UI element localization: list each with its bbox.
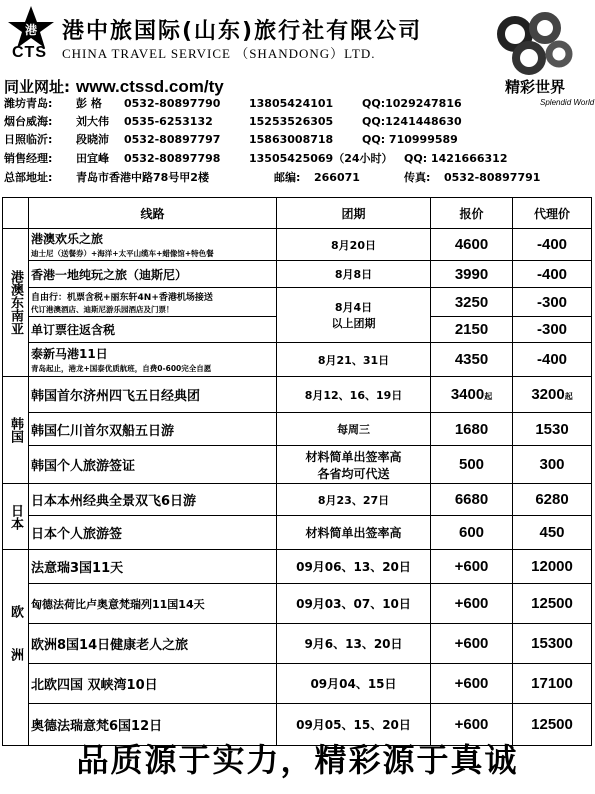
period-cell: 每周三 bbox=[277, 413, 431, 446]
contact-phone: 0532-80897798 bbox=[124, 152, 221, 165]
company-name-en: CHINA TRAVEL SERVICE （SHANDONG）LTD. bbox=[62, 46, 376, 61]
brand-name-en: Splendid World bbox=[540, 98, 595, 107]
contact-mobile: 13805424101 bbox=[249, 97, 334, 110]
price-cell: 4600 bbox=[431, 229, 513, 261]
contact-city: 潍坊青岛: bbox=[4, 97, 53, 110]
route-cell bbox=[29, 229, 277, 261]
website-label: 同业网址: bbox=[4, 78, 70, 96]
period-line: 8月4日 bbox=[334, 301, 373, 314]
period-cell: 09月04、15日 bbox=[277, 664, 431, 704]
contact-name: 彭 格 bbox=[76, 97, 102, 110]
logo-cts-text: CTS bbox=[12, 44, 47, 61]
contact-name: 刘大伟 bbox=[76, 115, 109, 128]
route-cell: 北欧四国 双峡湾10日 bbox=[29, 664, 277, 704]
table-row bbox=[3, 584, 592, 624]
table-row bbox=[3, 516, 592, 550]
region-cell: 欧洲 bbox=[3, 550, 29, 746]
route-cell: 匈德法荷比卢奥意梵瑞列11国14天 bbox=[29, 584, 277, 624]
brand-name-cn: 精彩世界 bbox=[505, 78, 566, 96]
period-line: 各省均可代送 bbox=[317, 466, 390, 481]
header-agent-price: 代理价 bbox=[513, 198, 592, 229]
fax-value: 0532-80897791 bbox=[444, 171, 541, 184]
table-row bbox=[3, 377, 592, 413]
price-cell: 2150 bbox=[431, 317, 513, 343]
table-row bbox=[3, 484, 592, 516]
table-row bbox=[3, 229, 592, 261]
period-cell: 材料简单出签率高 bbox=[277, 516, 431, 550]
agent-price-cell: 12500 bbox=[513, 704, 592, 746]
price-cell: 4350 bbox=[431, 343, 513, 377]
route-cell: 韩国仁川首尔双船五日游 bbox=[29, 413, 277, 446]
contact-name: 段晓沛 bbox=[76, 133, 109, 146]
header-period: 团期 bbox=[277, 198, 431, 229]
price-cell: 3250 bbox=[431, 288, 513, 317]
period-cell: 8月20日 bbox=[277, 229, 431, 261]
period-line: 以上团期 bbox=[331, 317, 376, 330]
route-cell: 韩国个人旅游签证 bbox=[29, 446, 277, 484]
agent-price-cell: -400 bbox=[513, 343, 592, 377]
route-name: 自由行：机票含税+丽东轩4N+香港机场接送 bbox=[31, 292, 213, 303]
route-cell: 日本个人旅游签 bbox=[29, 516, 277, 550]
agent-price-cell: 15300 bbox=[513, 624, 592, 664]
route-cell: 欧洲8国14日健康老人之旅 bbox=[29, 624, 277, 664]
route-sub: 青岛起止，港龙+国泰优质航班，自费0-600完全自愿 bbox=[31, 364, 212, 373]
price-cell: +600 bbox=[431, 624, 513, 664]
route-sub: 迪士尼（送餐券）+海洋+太平山缆车+蜡像馆+特色餐 bbox=[31, 249, 214, 258]
period-cell bbox=[277, 288, 431, 343]
period-cell: 09月05、15、20日 bbox=[277, 704, 431, 746]
agent-price-cell: 6280 bbox=[513, 484, 592, 516]
route-cell bbox=[29, 343, 277, 377]
price-cell: +600 bbox=[431, 664, 513, 704]
header-price: 报价 bbox=[431, 198, 513, 229]
period-cell: 8月12、16、19日 bbox=[277, 377, 431, 413]
contact-phone: 0532-80897790 bbox=[124, 97, 221, 110]
contact-mobile: 15253526305 bbox=[249, 115, 334, 128]
agent-price-cell: 1530 bbox=[513, 413, 592, 446]
contact-mobile: 13505425069（24小时） bbox=[249, 152, 393, 165]
contact-qq: QQ:1029247816 bbox=[362, 97, 462, 110]
route-name: 泰新马港11日 bbox=[31, 347, 108, 361]
period-cell: 09月03、07、10日 bbox=[277, 584, 431, 624]
price-table bbox=[2, 197, 592, 746]
agent-price-cell: -400 bbox=[513, 261, 592, 288]
region-cell: 韩国 bbox=[3, 377, 29, 484]
period-cell: 8月23、27日 bbox=[277, 484, 431, 516]
table-row bbox=[3, 550, 592, 584]
contact-city: 销售经理: bbox=[4, 152, 53, 165]
route-cell bbox=[29, 288, 277, 317]
region-cell: 日本 bbox=[3, 484, 29, 550]
logo-star-text: 港 bbox=[24, 23, 38, 37]
postcode-label: 邮编: bbox=[274, 171, 301, 184]
table-row bbox=[3, 261, 592, 288]
price-value: 3400 bbox=[450, 386, 485, 403]
agent-price-cell: 300 bbox=[513, 446, 592, 484]
agent-price-cell bbox=[513, 377, 592, 413]
contact-name: 田宜峰 bbox=[76, 152, 109, 165]
price-suffix: 起 bbox=[484, 392, 493, 401]
price-cell: 3990 bbox=[431, 261, 513, 288]
fax-label: 传真: bbox=[404, 171, 431, 184]
route-cell: 奥德法瑞意梵6国12日 bbox=[29, 704, 277, 746]
price-cell: +600 bbox=[431, 584, 513, 624]
address-text: 青岛市香港中路78号甲2楼 bbox=[76, 171, 209, 184]
contact-city: 烟台威海: bbox=[4, 115, 53, 128]
route-cell: 日本本州经典全景双飞6日游 bbox=[29, 484, 277, 516]
price-cell bbox=[431, 377, 513, 413]
route-cell: 法意瑞3国11天 bbox=[29, 550, 277, 584]
header-region-cell bbox=[3, 198, 29, 229]
route-cell: 韩国首尔济州四飞五日经典团 bbox=[29, 377, 277, 413]
agent-price-cell: -300 bbox=[513, 317, 592, 343]
postcode-value: 266071 bbox=[314, 171, 360, 184]
table-row bbox=[3, 624, 592, 664]
table-row bbox=[3, 446, 592, 484]
period-cell: 8月8日 bbox=[277, 261, 431, 288]
contact-phone: 0535-6253132 bbox=[124, 115, 213, 128]
agent-price-cell: -300 bbox=[513, 288, 592, 317]
contact-city: 日照临沂: bbox=[4, 133, 53, 146]
agent-value: 3200 bbox=[531, 386, 565, 403]
period-cell: 09月06、13、20日 bbox=[277, 550, 431, 584]
route-cell: 香港一地纯玩之旅（迪斯尼） bbox=[29, 261, 277, 288]
contact-qq: QQ: 710999589 bbox=[362, 133, 458, 146]
header-route: 线路 bbox=[29, 198, 277, 229]
website-url[interactable]: www.ctssd.com/ty bbox=[76, 77, 224, 96]
agent-price-cell: 12000 bbox=[513, 550, 592, 584]
table-row bbox=[3, 413, 592, 446]
region-cell: 港澳东南亚 bbox=[3, 229, 29, 377]
table-row bbox=[3, 343, 592, 377]
contact-phone: 0532-80897797 bbox=[124, 133, 221, 146]
website-line bbox=[4, 76, 224, 97]
agent-price-cell: 12500 bbox=[513, 584, 592, 624]
contact-qq: QQ:1241448630 bbox=[362, 115, 462, 128]
address-label: 总部地址: bbox=[4, 171, 53, 184]
period-cell bbox=[277, 446, 431, 484]
period-cell: 9月6、13、20日 bbox=[277, 624, 431, 664]
table-header-row bbox=[3, 198, 592, 229]
price-cell: 6680 bbox=[431, 484, 513, 516]
contact-mobile: 15863008718 bbox=[249, 133, 334, 146]
period-cell: 8月21、31日 bbox=[277, 343, 431, 377]
route-name: 港澳欢乐之旅 bbox=[31, 232, 104, 246]
slogan: 品质源于实力，精彩源于真诚 bbox=[76, 741, 519, 779]
table-row bbox=[3, 664, 592, 704]
price-cell: 1680 bbox=[431, 413, 513, 446]
contact-qq: QQ: 1421666312 bbox=[404, 152, 508, 165]
price-cell: 600 bbox=[431, 516, 513, 550]
company-name-cn: 港中旅国际(山东)旅行社有限公司 bbox=[62, 19, 423, 44]
agent-price-cell: -400 bbox=[513, 229, 592, 261]
table-row bbox=[3, 288, 592, 317]
price-cell: +600 bbox=[431, 550, 513, 584]
period-line: 材料简单出签率高 bbox=[305, 449, 402, 464]
agent-suffix: 起 bbox=[564, 392, 573, 401]
price-cell: +600 bbox=[431, 704, 513, 746]
agent-price-cell: 17100 bbox=[513, 664, 592, 704]
route-sub: 代订港澳酒店、迪斯尼游乐园酒店及门票！ bbox=[31, 304, 174, 314]
price-cell: 500 bbox=[431, 446, 513, 484]
route-cell: 单订票往返含税 bbox=[29, 317, 277, 343]
agent-price-cell: 450 bbox=[513, 516, 592, 550]
